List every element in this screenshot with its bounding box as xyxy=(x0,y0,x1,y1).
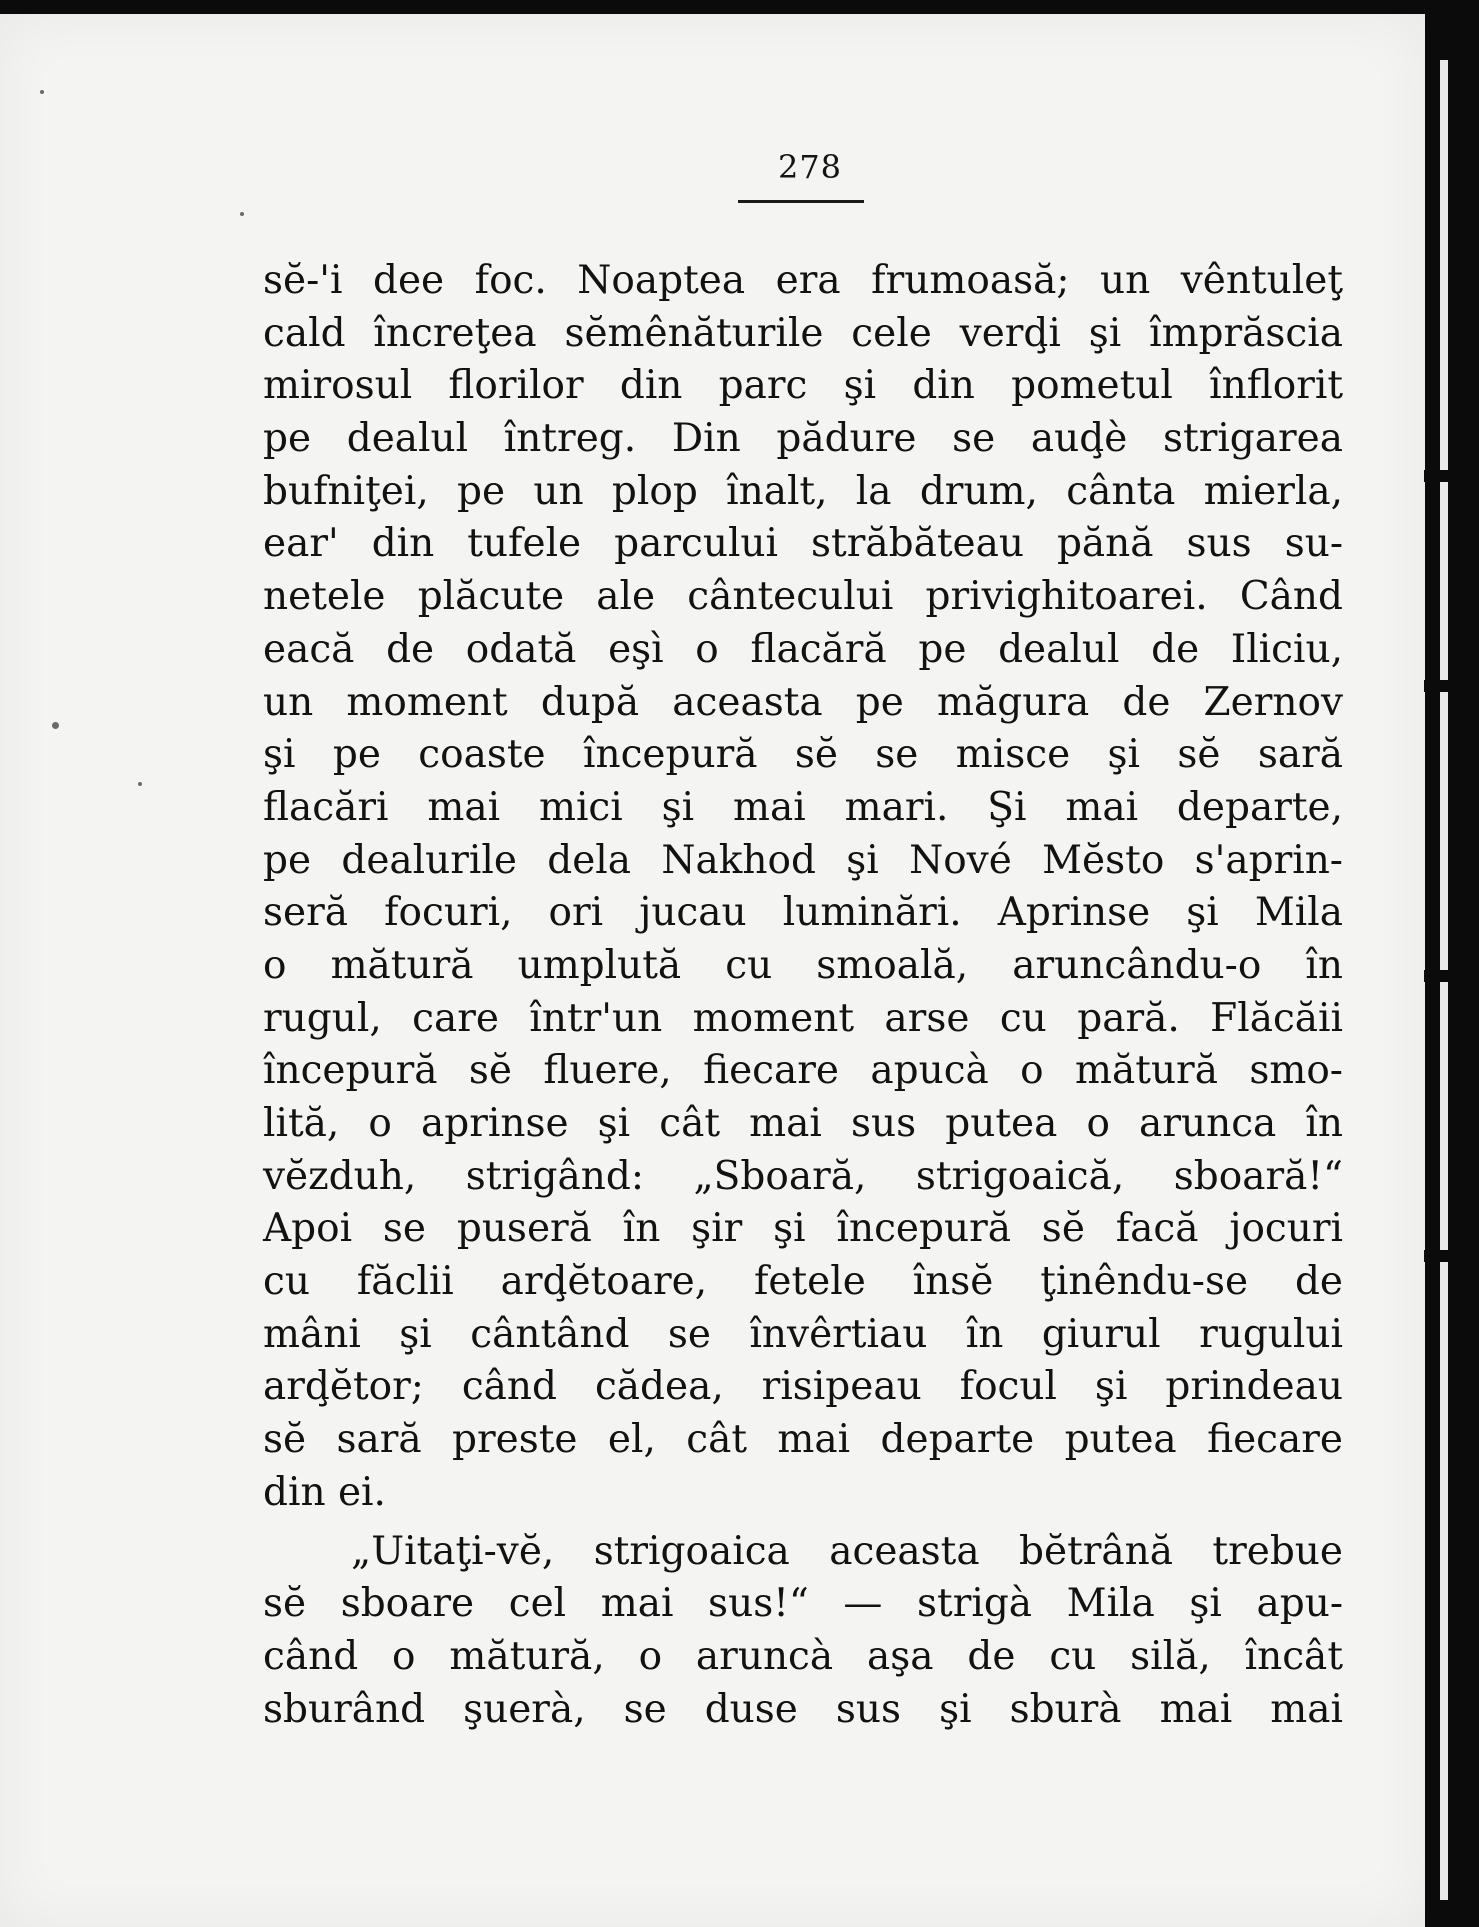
text-line: arḑĕtor; când cădea, risipeau focul şi prindeau xyxy=(263,1364,1343,1410)
scan-border xyxy=(1425,0,1479,1927)
text-line: cald încreţea sĕmênăturile cele verḑi şi împrăscia xyxy=(263,310,1343,356)
text-line: netele plăcute ale cântecului privighitoarei. Când xyxy=(263,574,1343,620)
text-line: pe dealul întreg. Din pădure se auḑè strigarea xyxy=(263,416,1343,462)
text-line: sburând şuerà, se duse sus şi sburà mai mai xyxy=(263,1686,1343,1732)
paper-speck xyxy=(52,722,59,729)
text-line: flacări mai mici şi mai mari. Şi mai departe, xyxy=(263,784,1343,830)
text-line: un moment după aceasta pe măgura de Zernov xyxy=(263,679,1343,725)
text-line: seră focuri, ori jucau luminări. Aprinse şi Mila xyxy=(263,890,1343,936)
text-line: sĕ sară preste el, cât mai departe putea fiecare xyxy=(263,1417,1343,1463)
text-line: eacă de odată eşì o flacără pe dealul de Iliciu, xyxy=(263,626,1343,672)
text-line: vĕzduh, strigând: „Sboară, strigoaică, sboară!“ xyxy=(263,1153,1343,1199)
text-line: cu făclii arḑĕtoare, fetele însĕ ţinêndu-se de xyxy=(263,1259,1343,1305)
text-line: şi pe coaste începură sĕ se misce şi sĕ sară xyxy=(263,732,1343,778)
text-line: lită, o aprinse şi cât mai sus putea o arunca în xyxy=(263,1101,1343,1146)
body-text xyxy=(263,255,1343,1736)
text-line: o mătură umplută cu smoală, aruncându-o în xyxy=(263,942,1343,988)
binding-tab xyxy=(1424,470,1450,482)
text-line: începură sĕ fluere, fiecare apucà o mătură smo- xyxy=(263,1048,1343,1094)
paper-speck xyxy=(240,212,244,216)
page-number-rule xyxy=(738,200,864,203)
binding-tab xyxy=(1424,970,1450,982)
text-line: sĕ sboare cel mai sus!“ — strigà Mila şi apu- xyxy=(263,1581,1343,1627)
text-line: pe dealurile dela Nakhod şi Nové Mĕsto s'aprin- xyxy=(263,837,1343,883)
text-line: Apoi se puseră în şir şi începură sĕ facă jocuri xyxy=(263,1206,1343,1252)
page-number: 278 xyxy=(777,148,843,186)
paper-speck xyxy=(40,90,44,94)
text-line: din ei. xyxy=(263,1469,386,1515)
binding-tab xyxy=(1424,680,1450,692)
text-line: rugul, care într'un moment arse cu pară. Flăcăii xyxy=(263,995,1343,1041)
text-line: sĕ-'i dee foc. Noaptea era frumoasă; un vêntuleţ xyxy=(263,258,1343,303)
text-line: mâni şi cântând se învêrtiau în giurul rugului xyxy=(263,1311,1343,1357)
text-line: mirosul florilor din parc şi din pometul înflorit xyxy=(263,363,1343,409)
text-line: când o mătură, o aruncà aşa de cu silă, încât xyxy=(263,1633,1343,1679)
text-line: bufniţei, pe un plop înalt, la drum, cânta mierla, xyxy=(263,468,1343,514)
paper-speck xyxy=(138,782,142,786)
binding-tab xyxy=(1424,1250,1450,1262)
text-line: „Uitaţi-vĕ, strigoaica aceasta bĕtrână trebue xyxy=(351,1528,1343,1574)
text-line: ear' din tufele parcului străbăteau pănă sus su- xyxy=(263,521,1343,567)
